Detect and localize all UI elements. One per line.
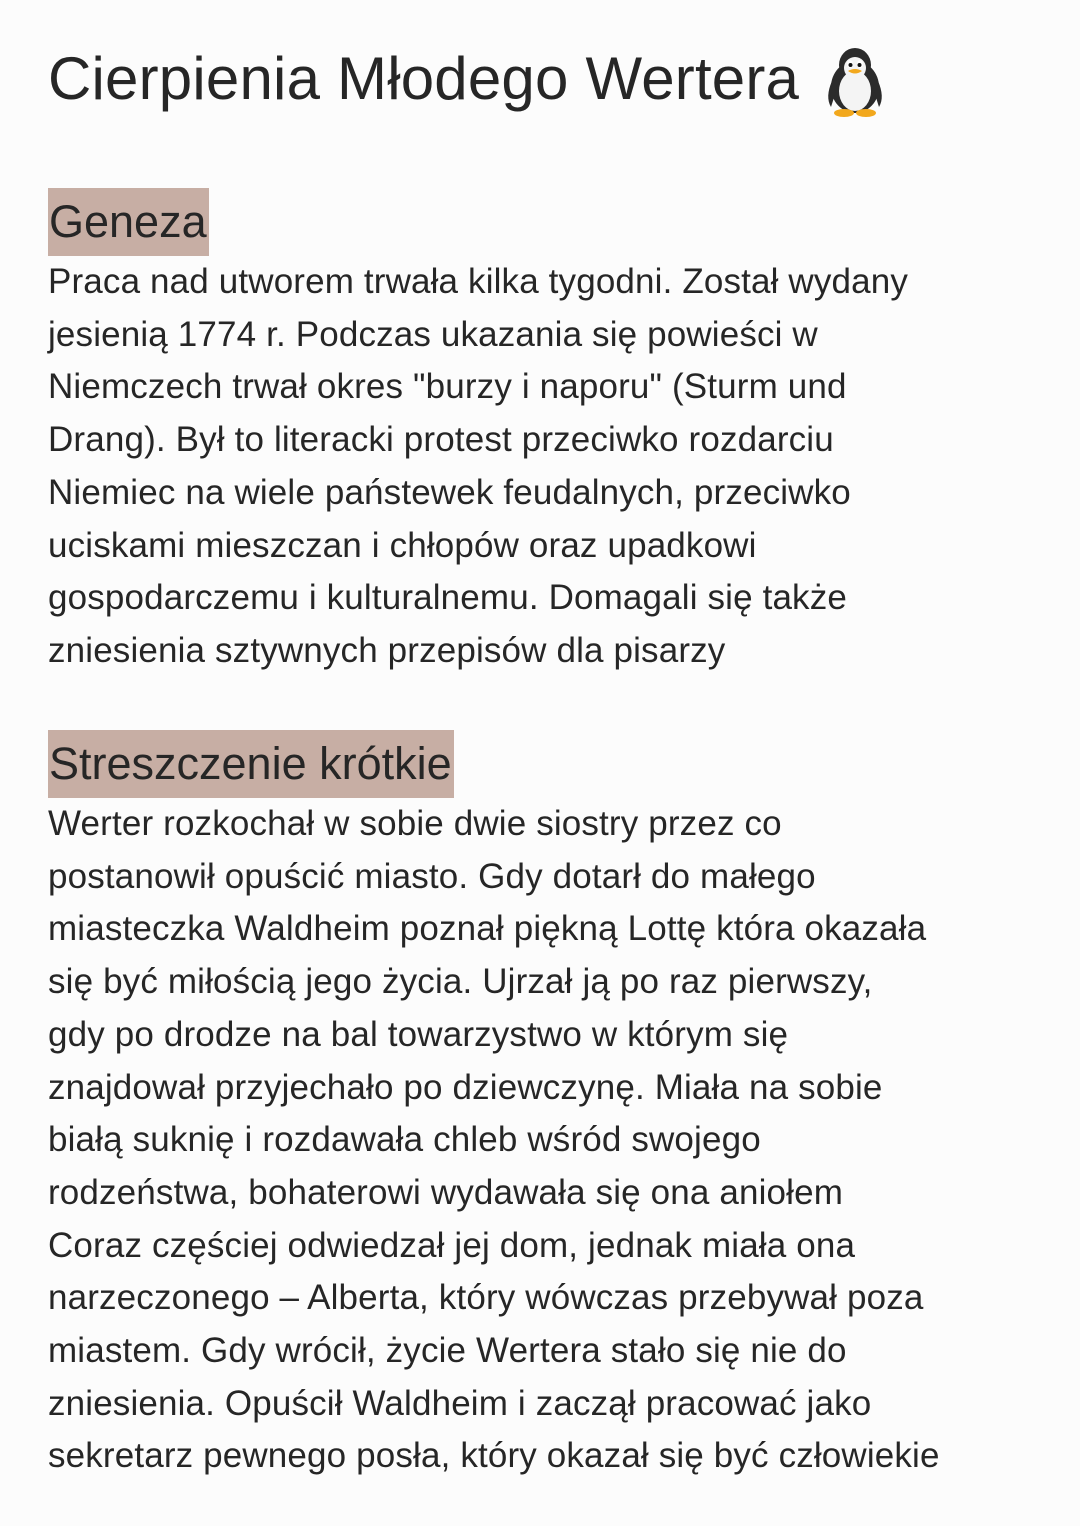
section-heading-geneza: Geneza bbox=[48, 188, 209, 256]
page-title: Cierpienia Młodego Wertera bbox=[48, 45, 800, 112]
penguin-icon bbox=[821, 45, 889, 117]
title-row bbox=[48, 34, 889, 124]
section-text-geneza: Praca nad utworem trwała kilka tygodni. Został wydany jesienią 1774 r. Podczas ukazania się powieści w Niemczech trwał okres "burzy i naporu" (Sturm und Drang). Był to literacki protest przeciwko rozdarciu Niemiec na wiele państewek feudalnych, przeciwko uciskami mieszczan i chłopów oraz upadkowi gospodarczemu i kulturalnemu. Domagali się także zniesienia sztywnych przepisów dla pisarzy bbox=[48, 262, 908, 670]
section-text-streszczenie: Werter rozkochał w sobie dwie siostry przez co postanowił opuścić miasto. Gdy dotarł do małego miasteczka Waldheim poznał piękną Lottę która okazała się być miłością jego życia. Ujrzał ją po raz pierwszy, gdy po drodze na bal towarzystwo w którym się znajdował przyjechało po dziewczynę. Miała na sobie białą suknię i rozdawała chleb wśród swojego rodzeństwa, bohaterowi wydawała się ona aniołem Coraz częściej odwiedzał jej dom, jednak miała ona narzeczonego – Alberta, który wówczas przebywał poza miastem. Gdy wrócił, życie Wertera stało się nie do zniesienia. Opuścił Waldheim i zaczął pracować jako sekretarz pewnego posła, który okazał się być człowiekie bbox=[48, 804, 940, 1476]
section-heading-streszczenie: Streszczenie krótkie bbox=[48, 730, 454, 798]
